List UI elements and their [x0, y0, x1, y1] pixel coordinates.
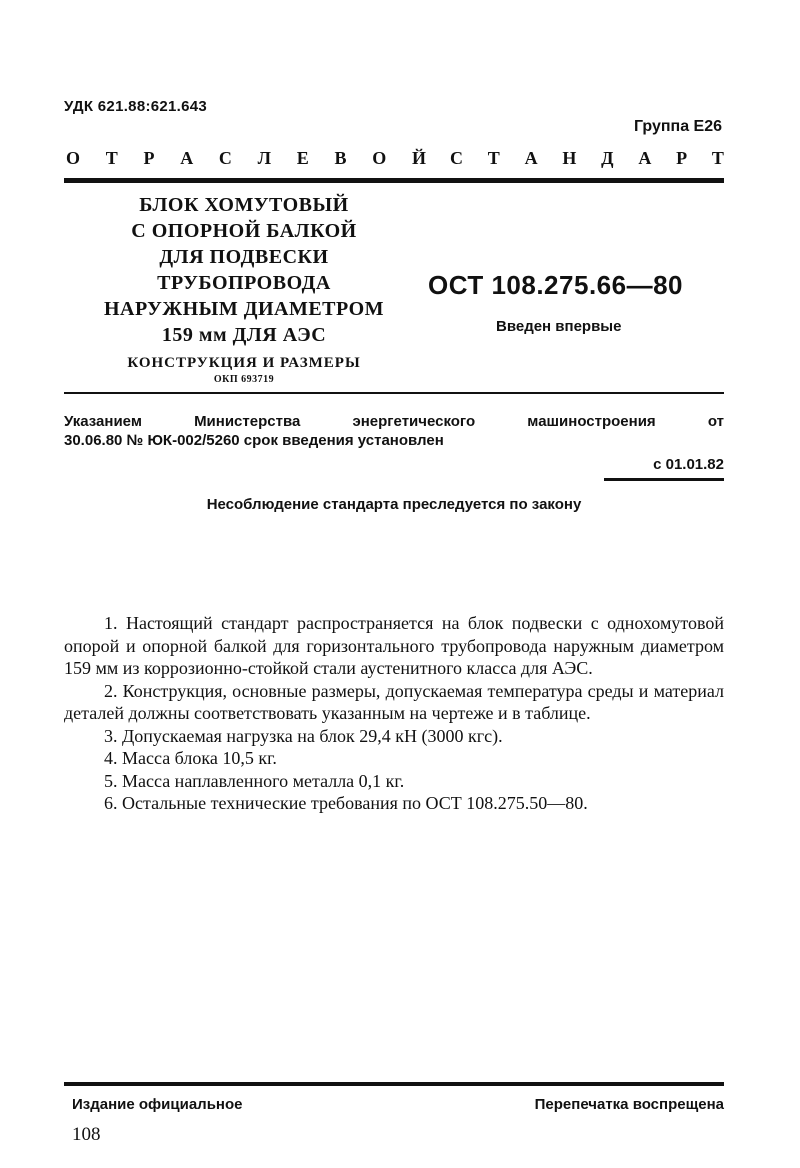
paragraph: 5. Масса наплавленного металла 0,1 кг.: [104, 770, 405, 791]
title-line: ДЛЯ ПОДВЕСКИ: [159, 246, 329, 268]
title-line: БЛОК ХОМУТОВЫЙ: [139, 194, 349, 216]
header-letter: Д: [601, 148, 614, 168]
standard-designation: ОСТ 108.275.66—80: [428, 270, 684, 300]
udk-code: УДК 621.88:621.643: [64, 98, 208, 115]
body-text: [64, 612, 724, 815]
header-letter: Т: [105, 148, 118, 168]
document-title: [64, 192, 424, 386]
header-letter: Й: [411, 148, 426, 168]
date-rule: [604, 478, 724, 481]
header-rule: [64, 178, 724, 183]
header-letter: Т: [711, 148, 724, 168]
title-line: НАРУЖНЫМ ДИАМЕТРОМ: [103, 298, 385, 320]
page-number: 108: [72, 1124, 101, 1145]
header-letter: О: [372, 148, 387, 168]
decree-word: от: [707, 413, 724, 430]
document-subtitle: КОНСТРУКЦИЯ И РАЗМЕРЫ: [127, 355, 361, 371]
introduced-note: Введен впервые: [496, 318, 622, 335]
header-letter: Т: [487, 148, 500, 168]
reprint-prohibited-note: Перепечатка воспрещена: [534, 1096, 724, 1113]
header-letter: Р: [143, 148, 155, 168]
title-line: С ОПОРНОЙ БАЛКОЙ: [131, 220, 357, 242]
header-word-industry: [66, 148, 426, 174]
footer-rule: [64, 1082, 724, 1086]
header-letter: Е: [296, 148, 309, 168]
decree-word: Указанием: [64, 413, 142, 430]
header-letter: Н: [562, 148, 577, 168]
decree-line: [64, 412, 724, 431]
header-letter: С: [218, 148, 232, 168]
paragraph: 3. Допускаемая нагрузка на блок 29,4 кН (3000 кгс).: [104, 725, 503, 746]
paragraph: 6. Остальные технические требования по ОСТ 108.275.50—80.: [104, 793, 588, 813]
header-word-standard: [450, 148, 724, 174]
header-letter: А: [524, 148, 538, 168]
official-edition-note: Издание официальное: [72, 1096, 243, 1113]
header-letter: В: [334, 148, 347, 168]
decree-text: [64, 412, 724, 450]
header-letter: А: [180, 148, 194, 168]
decree-line: 30.06.80 № ЮК-002/5260 срок введения установлен: [64, 432, 444, 449]
title-line: ТРУБОПРОВОДА: [157, 272, 331, 294]
decree-word: энергетического: [352, 413, 476, 430]
paragraph: 2. Конструкция, основные размеры, допускаемая температура среды и материал деталей должны соответствовать указанным на чертеже и в таблице.: [64, 680, 724, 723]
title-line: 159 мм ДЛЯ АЭС: [161, 324, 327, 346]
effective-date: с 01.01.82: [653, 456, 724, 473]
decree-word: Министерства: [194, 413, 301, 430]
title-rule: [64, 392, 724, 394]
decree-word: машиностроения: [527, 413, 656, 430]
okp-code: ОКП 693719: [213, 374, 275, 385]
header-letter: Р: [676, 148, 688, 168]
standard-type-header: [66, 148, 724, 174]
paragraph: 1. Настоящий стандарт распространяется на блок подвески с однохомутовой опорой и опорной балкой для горизонтального трубопровода наружным диаметром 159 мм из коррозионно-стойкой стали аустенитного класса для АЭС.: [64, 613, 724, 678]
legal-notice: Несоблюдение стандарта преследуется по закону: [206, 496, 582, 513]
header-letter: А: [638, 148, 652, 168]
header-letter: Л: [257, 148, 272, 168]
group-code: Группа Е26: [633, 118, 722, 135]
header-letter: О: [66, 148, 81, 168]
paragraph: 4. Масса блока 10,5 кг.: [104, 748, 277, 768]
header-letter: С: [450, 148, 463, 168]
